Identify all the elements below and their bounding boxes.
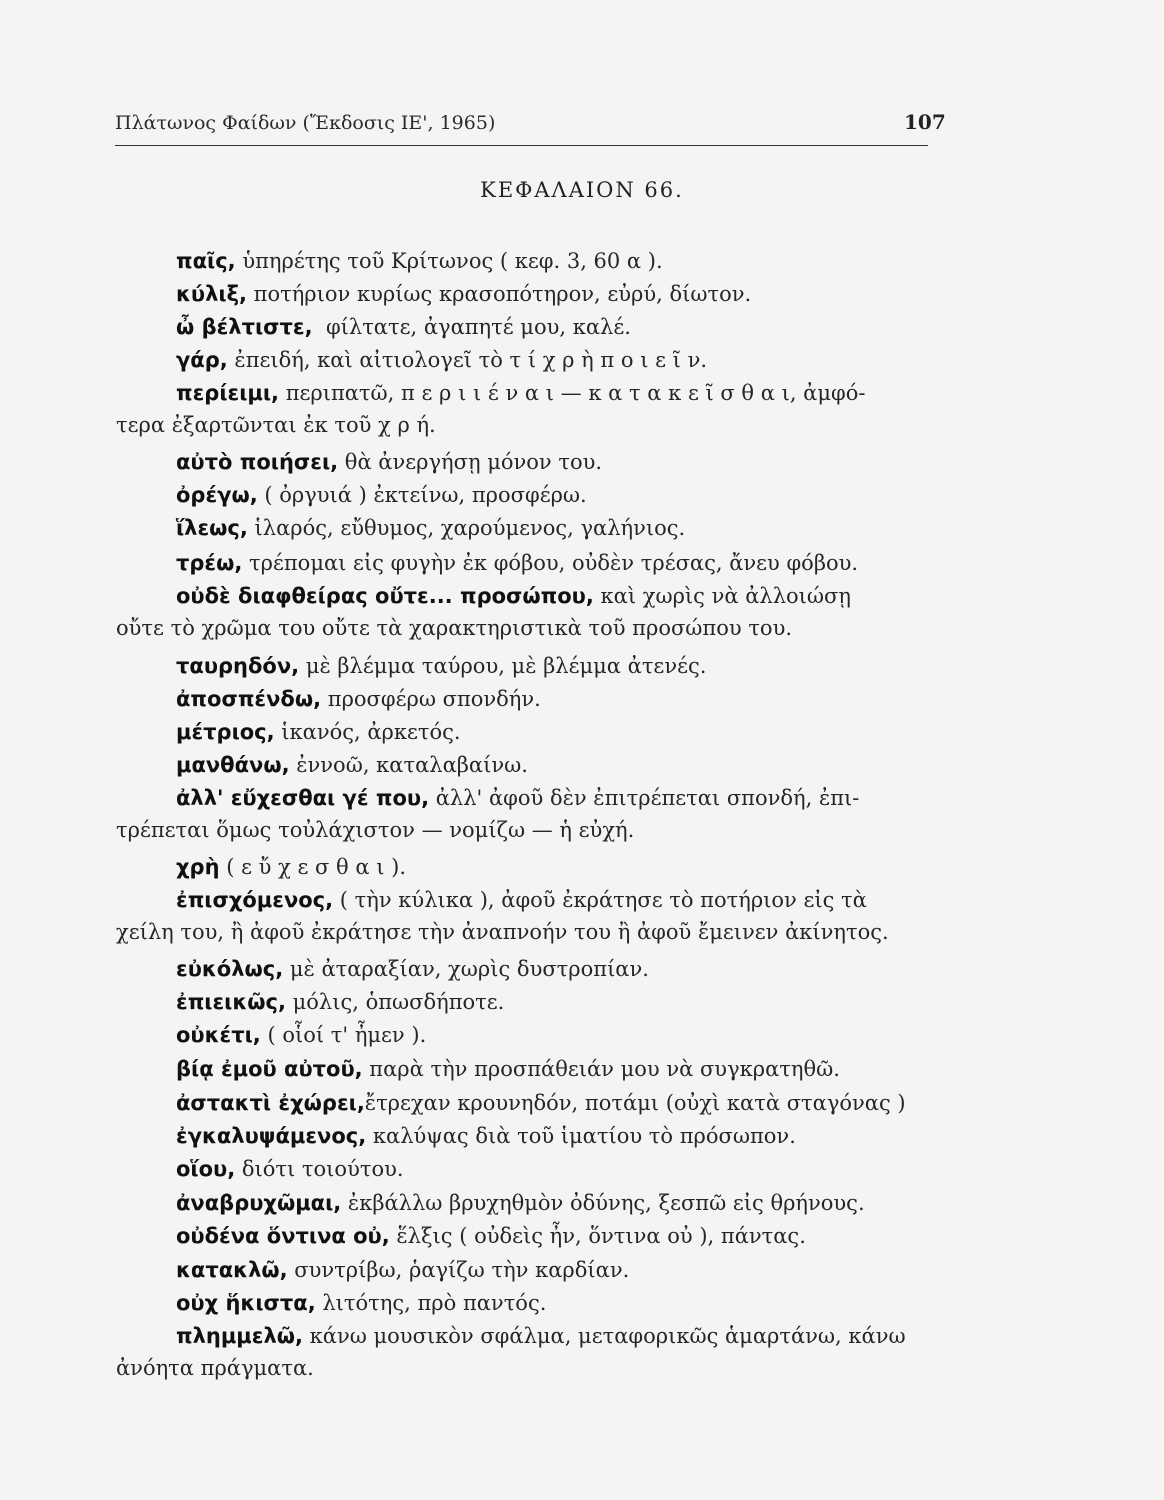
gloss-line [116, 1120, 950, 1152]
gloss-line [116, 1187, 950, 1219]
gloss-line [116, 953, 950, 985]
gloss-definition: ἐπειδή, καὶ αἰτιολογεῖ τὸ τ ί χ ρ ὴ π ο ι ε ῖ ν. [227, 348, 708, 372]
gloss-line [116, 446, 950, 478]
gloss-line [116, 1053, 950, 1085]
gloss-entry [116, 782, 950, 846]
gloss-term: τρέω, [176, 551, 243, 575]
gloss-definition: ποτήριον κυρίως κρασοπότηρον, εὐρύ, δίωτον. [246, 282, 752, 306]
gloss-definition: καὶ χωρὶς νὰ ἀλλοιώσῃ [593, 584, 851, 608]
gloss-entry [116, 278, 950, 310]
gloss-continuation: ἀνόητα πράγματα. [116, 1356, 314, 1380]
gloss-line [116, 245, 950, 277]
gloss-definition: φίλτατε, ἀγαπητέ μου, καλέ. [312, 315, 631, 339]
gloss-entry [116, 953, 950, 985]
gloss-term: ὀρέγω, [176, 483, 258, 507]
gloss-line [116, 1153, 950, 1185]
gloss-definition: κάνω μουσικὸν σφάλμα, μεταφορικῶς ἁμαρτάνω, κάνω [302, 1324, 906, 1348]
gloss-term: οὐχ ἥκιστα, [176, 1291, 316, 1315]
gloss-line [116, 547, 950, 579]
gloss-entry [116, 446, 950, 478]
gloss-entry [116, 683, 950, 715]
gloss-entry [116, 986, 950, 1018]
gloss-line [116, 782, 950, 814]
gloss-term: οὐδὲ διαφθείρας οὔτε... προσώπου, [176, 584, 594, 608]
page-number: 107 [904, 110, 946, 134]
gloss-definition: ἐννοῶ, καταλαβαίνω. [289, 753, 528, 777]
gloss-entry [116, 1053, 950, 1085]
gloss-definition: μόλις, ὁπωσδήποτε. [285, 990, 505, 1014]
gloss-line [116, 851, 950, 883]
gloss-definition: μὲ βλέμμα ταύρου, μὲ βλέμμα ἀτενές. [299, 654, 707, 678]
gloss-line [116, 512, 950, 544]
gloss-line [116, 1087, 950, 1119]
gloss-entry [116, 547, 950, 579]
gloss-term: οὐκέτι, [176, 1023, 261, 1047]
gloss-line [116, 884, 950, 916]
gloss-term: χρὴ [176, 855, 220, 879]
gloss-definition: ἔτρεχαν κρουνηδόν, ποτάμι (οὐχὶ κατὰ σταγόνας ) [364, 1091, 906, 1115]
gloss-line [116, 1220, 950, 1252]
gloss-entry [116, 851, 950, 883]
gloss-definition: καλύψας διὰ τοῦ ἱματίου τὸ πρόσωπον. [366, 1124, 796, 1148]
gloss-term: μανθάνω, [176, 753, 290, 777]
gloss-term: ἀλλ' εὔχεσθαι γέ που, [176, 786, 430, 810]
gloss-line [116, 1287, 950, 1319]
gloss-entry [116, 512, 950, 544]
gloss-term: ὦ βέλτιστε, [176, 315, 313, 339]
gloss-entry [116, 1187, 950, 1219]
gloss-definition: ( τὴν κύλικα ), ἀφοῦ ἐκράτησε τὸ ποτήριον εἰς τὰ [333, 888, 867, 912]
gloss-term: ἀναβρυχῶμαι, [176, 1191, 342, 1215]
gloss-term: ἀστακτὶ ἐχώρει, [176, 1091, 365, 1115]
gloss-entry [116, 1254, 950, 1286]
gloss-definition: προσφέρω σπονδήν. [321, 687, 541, 711]
gloss-definition: ὑπηρέτης τοῦ Κρίτωνος ( κεφ. 3, 60 α ). [235, 249, 663, 273]
gloss-definition: ἀλλ' ἀφοῦ δὲν ἐπιτρέπεται σπονδή, ἐπι- [429, 786, 860, 810]
gloss-term: ταυρηδόν, [176, 654, 300, 678]
gloss-definition: τρέπομαι εἰς φυγὴν ἐκ φόβου, οὐδὲν τρέσας, ἄνευ φόβου. [242, 551, 859, 575]
gloss-continuation: τερα ἐξαρτῶνται ἐκ τοῦ χ ρ ή. [116, 413, 436, 437]
gloss-entry [116, 311, 950, 343]
gloss-line [116, 986, 950, 1018]
gloss-definition: λιτότης, πρὸ παντός. [315, 1291, 547, 1315]
gloss-line [116, 683, 950, 715]
gloss-continuation: οὔτε τὸ χρῶμα του οὔτε τὰ χαρακτηριστικὰ τοῦ προσώπου του. [116, 616, 793, 640]
gloss-term: μέτριος, [176, 720, 275, 744]
gloss-term: οὐδένα ὅντινα οὐ, [176, 1224, 390, 1248]
gloss-line [116, 1320, 950, 1352]
gloss-term: κατακλῶ, [176, 1258, 288, 1282]
gloss-term: κύλιξ, [176, 282, 247, 306]
gloss-entry [116, 377, 950, 441]
chapter-title: ΚΕΦΑΛΑΙΟΝ 66. [480, 178, 684, 202]
gloss-line [116, 479, 950, 511]
gloss-term: ἐπισχόμενος, [176, 888, 334, 912]
gloss-term: γάρ, [176, 348, 228, 372]
gloss-definition: περιπατῶ, π ε ρ ι ι έ ν α ι — κ α τ α κ ε ῖ σ θ α ι, ἀμφό- [279, 381, 866, 405]
gloss-term: αὐτὸ ποιήσει, [176, 450, 339, 474]
gloss-entry [116, 479, 950, 511]
gloss-entry [116, 1153, 950, 1185]
gloss-entry [116, 245, 950, 277]
gloss-term: ἐπιεικῶς, [176, 990, 286, 1014]
gloss-definition: ( οἷοί τ' ἦμεν ). [260, 1023, 427, 1047]
gloss-definition: μὲ ἀταραξίαν, χωρὶς δυστροπίαν. [283, 957, 649, 981]
gloss-line [116, 1254, 950, 1286]
gloss-entry [116, 580, 950, 644]
gloss-line [116, 749, 950, 781]
gloss-definition: παρὰ τὴν προσπάθειάν μου νὰ συγκρατηθῶ. [362, 1057, 840, 1081]
gloss-line [116, 1019, 950, 1051]
gloss-definition: διότι τοιούτου. [235, 1157, 404, 1181]
gloss-entry [116, 749, 950, 781]
gloss-term: περίειμι, [176, 381, 280, 405]
gloss-definition: ἱλαρός, εὔθυμος, χαρούμενος, γαλήνιος. [247, 516, 686, 540]
gloss-line [116, 377, 950, 409]
gloss-line [116, 650, 950, 682]
gloss-entry [116, 716, 950, 748]
gloss-continuation: χείλη του, ἢ ἀφοῦ ἐκράτησε τὴν ἀναπνοήν του ἢ ἀφοῦ ἔμεινεν ἀκίνητος. [116, 920, 889, 944]
gloss-term: ἵλεως, [176, 516, 248, 540]
gloss-entry [116, 1120, 950, 1152]
gloss-line [116, 716, 950, 748]
gloss-definition: ἐκβάλλω βρυχηθμὸν ὀδύνης, ξεσπῶ εἰς θρήνους. [341, 1191, 865, 1215]
gloss-term: οἵου, [176, 1157, 236, 1181]
gloss-entry [116, 1220, 950, 1252]
gloss-entry [116, 884, 950, 948]
gloss-entry [116, 1287, 950, 1319]
gloss-line [116, 278, 950, 310]
gloss-term: βίᾳ ἐμοῦ αὐτοῦ, [176, 1057, 363, 1081]
gloss-entry [116, 1087, 950, 1119]
gloss-continuation: τρέπεται ὅμως τοὐλάχιστον — νομίζω — ἡ εὐχή. [116, 818, 635, 842]
gloss-term: ἐγκαλυψάμενος, [176, 1124, 367, 1148]
gloss-definition: ἕλξις ( οὐδεὶς ἦν, ὅντινα οὐ ), πάντας. [389, 1224, 806, 1248]
gloss-term: εὐκόλως, [176, 957, 284, 981]
gloss-definition: συντρίβω, ῥαγίζω τὴν καρδίαν. [287, 1258, 630, 1282]
gloss-term: πλημμελῶ, [176, 1324, 303, 1348]
gloss-entry [116, 1019, 950, 1051]
gloss-definition: ἱκανός, ἀρκετός. [274, 720, 461, 744]
gloss-line [116, 344, 950, 376]
gloss-entry [116, 1320, 950, 1384]
running-title: Πλάτωνος Φαίδων (Ἔκδοσις ΙΕ', 1965) [115, 112, 496, 134]
gloss-line [116, 580, 950, 612]
gloss-definition: ( ὀργυιά ) ἐκτείνω, προσφέρω. [257, 483, 587, 507]
gloss-term: παῖς, [176, 249, 236, 273]
gloss-entry [116, 650, 950, 682]
gloss-line [116, 311, 950, 343]
header-rule [115, 145, 928, 146]
gloss-term: ἀποσπένδω, [176, 687, 322, 711]
gloss-definition: ( ε ὔ χ ε σ θ α ι ). [219, 855, 406, 879]
gloss-definition: θὰ ἀνεργήσῃ μόνον του. [338, 450, 603, 474]
gloss-entry [116, 344, 950, 376]
